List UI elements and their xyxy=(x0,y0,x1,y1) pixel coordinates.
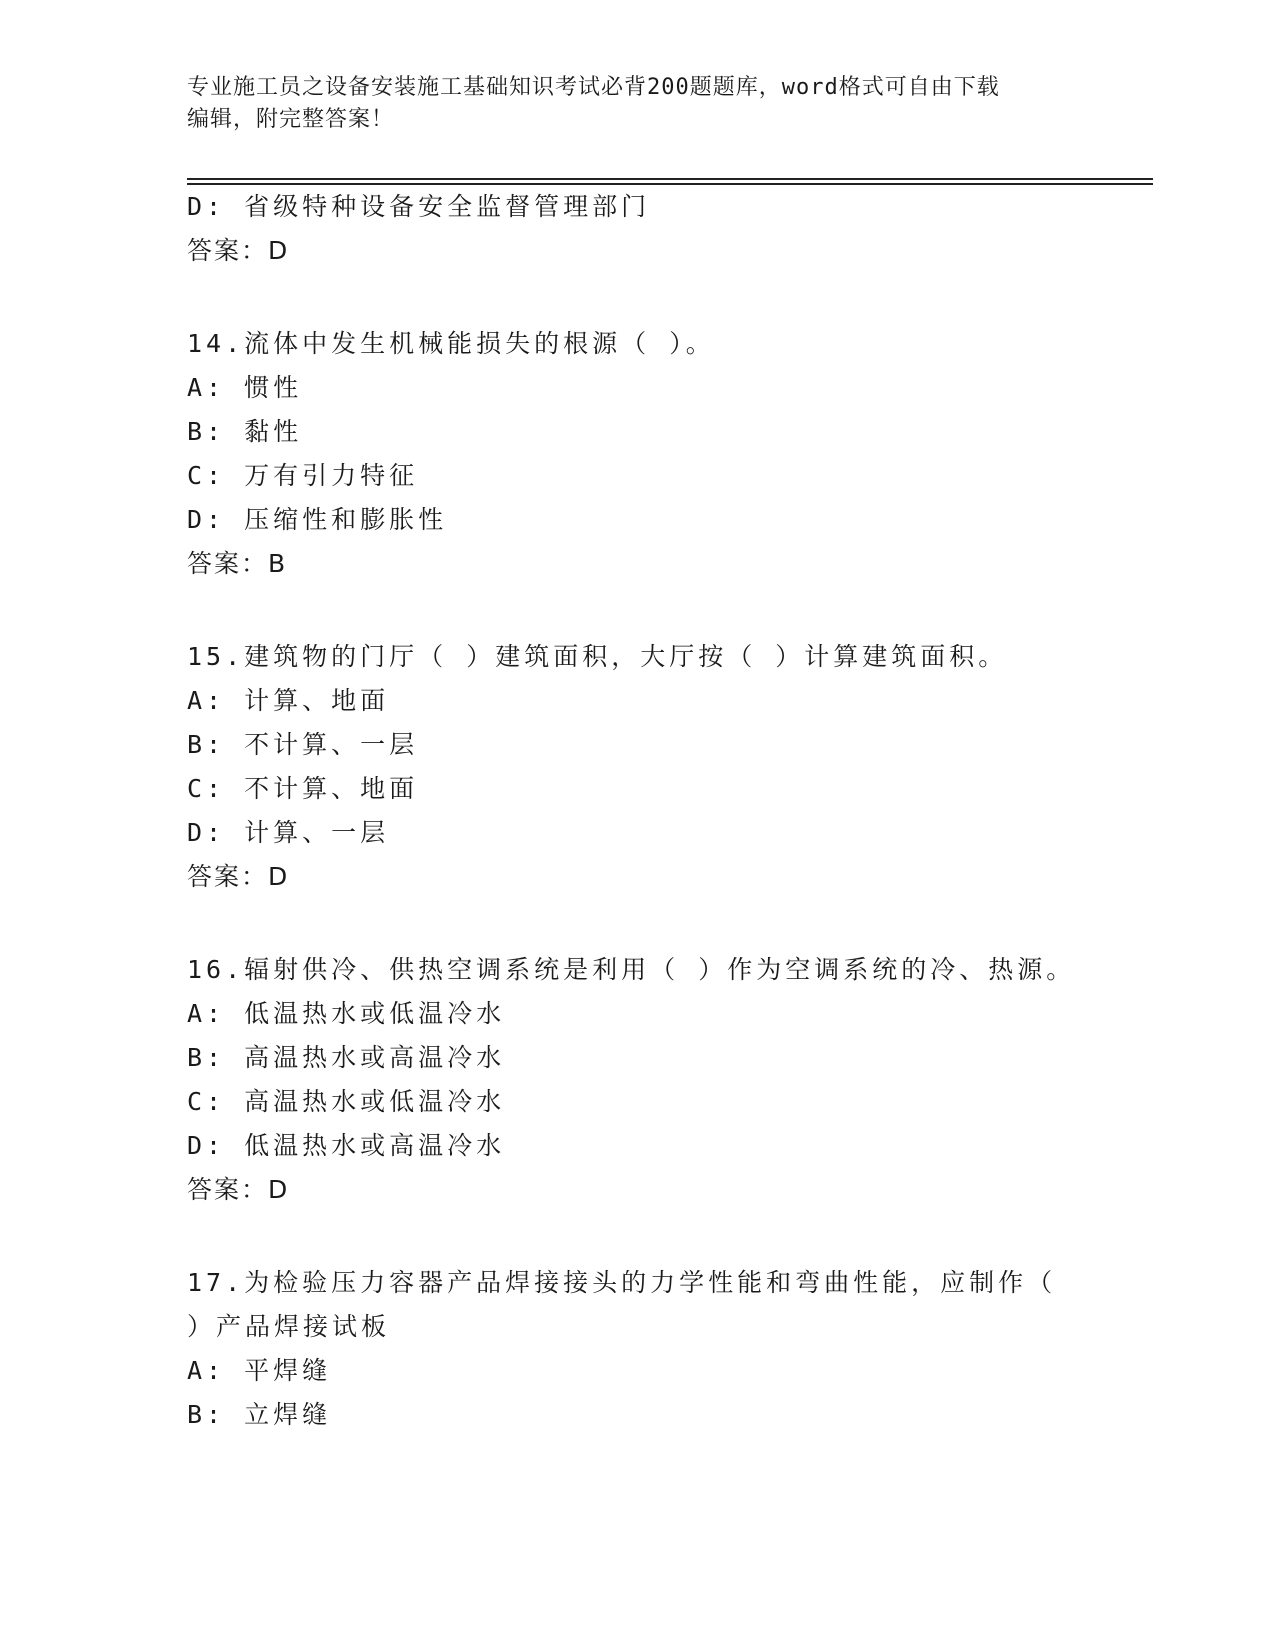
q14-option-a: A: 惯性 xyxy=(187,373,303,402)
q15-answer: 答案：D xyxy=(187,862,290,891)
q16-option-d: D: 低温热水或高温冷水 xyxy=(187,1131,506,1160)
q17-question-line-1: 17.为检验压力容器产品焊接接头的力学性能和弯曲性能，应制作（ xyxy=(187,1268,1057,1297)
q13-option-d: D: 省级特种设备安全监督管理部门 xyxy=(187,192,651,221)
q16-option-a: A: 低温热水或低温冷水 xyxy=(187,999,506,1028)
q14-answer: 答案：B xyxy=(187,549,288,578)
q17-option-b: B: 立焊缝 xyxy=(187,1400,332,1429)
q15-question: 15.建筑物的门厅（ ）建筑面积，大厅按（ ）计算建筑面积。 xyxy=(187,642,1008,671)
q16-option-c: C: 高温热水或低温冷水 xyxy=(187,1087,506,1116)
q17-question-line-2: ）产品焊接试板 xyxy=(187,1312,391,1341)
header-divider-bottom xyxy=(187,183,1153,185)
q14-question: 14.流体中发生机械能损失的根源（ ）。 xyxy=(187,329,715,358)
q15-option-d: D: 计算、一层 xyxy=(187,818,390,847)
q15-option-c: C: 不计算、地面 xyxy=(187,774,419,803)
header-title-line-2: 编辑，附完整答案！ xyxy=(187,107,395,132)
q15-option-a: A: 计算、地面 xyxy=(187,686,390,715)
q14-option-d: D: 压缩性和膨胀性 xyxy=(187,505,448,534)
q16-answer: 答案：D xyxy=(187,1175,290,1204)
q17-option-a: A: 平焊缝 xyxy=(187,1356,332,1385)
q16-question: 16.辐射供冷、供热空调系统是利用（ ）作为空调系统的冷、热源。 xyxy=(187,955,1076,984)
q14-option-c: C: 万有引力特征 xyxy=(187,461,419,490)
q15-option-b: B: 不计算、一层 xyxy=(187,730,419,759)
q13-answer: 答案：D xyxy=(187,236,290,265)
header-title-line-1: 专业施工员之设备安装施工基础知识考试必背200题题库，word格式可自由下载 xyxy=(187,75,1000,100)
q16-option-b: B: 高温热水或高温冷水 xyxy=(187,1043,506,1072)
q14-option-b: B: 黏性 xyxy=(187,417,303,446)
document-header xyxy=(187,72,1077,136)
header-divider-top xyxy=(187,178,1153,180)
